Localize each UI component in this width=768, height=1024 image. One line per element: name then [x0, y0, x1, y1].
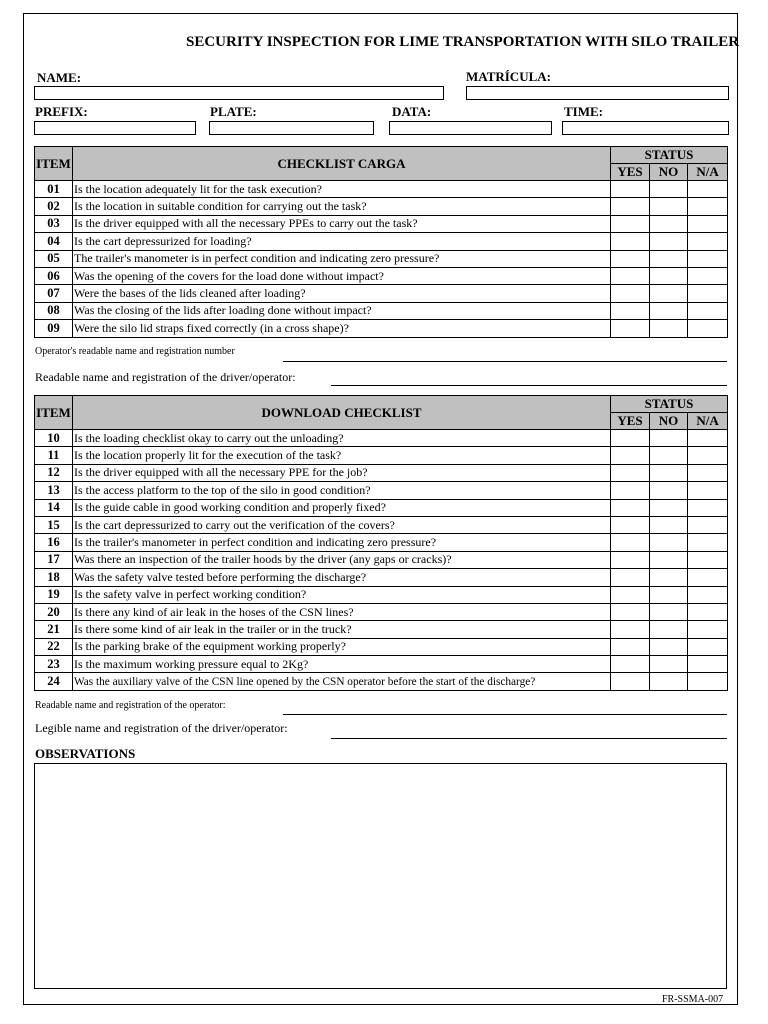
- table-row: [35, 516, 728, 533]
- plate-label: PLATE:: [210, 104, 257, 119]
- na-cell[interactable]: [688, 320, 728, 337]
- table-row: [35, 673, 728, 690]
- yes-cell[interactable]: [611, 656, 650, 673]
- na-header: N/A: [688, 413, 728, 430]
- item-number: 02: [35, 198, 73, 215]
- na-header: N/A: [688, 164, 728, 181]
- table-row: [35, 320, 728, 337]
- name-field[interactable]: [34, 86, 444, 100]
- no-cell[interactable]: [650, 551, 688, 568]
- item-number: 05: [35, 250, 73, 267]
- na-cell[interactable]: [688, 534, 728, 551]
- yes-cell[interactable]: [611, 215, 650, 232]
- no-cell[interactable]: [650, 499, 688, 516]
- status-header: STATUS: [611, 396, 728, 413]
- form-title: SECURITY INSPECTION FOR LIME TRANSPORTATION WITH SILO TRAILER: [186, 34, 740, 50]
- no-cell[interactable]: [650, 285, 688, 302]
- item-number: 04: [35, 233, 73, 250]
- na-cell[interactable]: [688, 233, 728, 250]
- no-cell[interactable]: [650, 673, 688, 690]
- download-checklist-body: [35, 430, 728, 691]
- no-cell[interactable]: [650, 430, 688, 447]
- item-question: Was the closing of the lids after loading done without impact?: [73, 302, 611, 319]
- table-row: [35, 482, 728, 499]
- yes-cell[interactable]: [611, 447, 650, 464]
- no-cell[interactable]: [650, 656, 688, 673]
- item-question: Is the driver equipped with all the necessary PPEs to carry out the task?: [73, 215, 611, 232]
- load-driver-sign-line[interactable]: [331, 385, 727, 386]
- yes-cell[interactable]: [611, 464, 650, 481]
- yes-cell[interactable]: [611, 267, 650, 284]
- no-cell[interactable]: [650, 586, 688, 603]
- na-cell[interactable]: [688, 656, 728, 673]
- item-question: Were the bases of the lids cleaned after loading?: [73, 285, 611, 302]
- yes-header: YES: [611, 164, 650, 181]
- no-cell[interactable]: [650, 464, 688, 481]
- plate-field[interactable]: [209, 121, 374, 135]
- status-header: STATUS: [611, 147, 728, 164]
- yes-cell[interactable]: [611, 621, 650, 638]
- download-driver-sign-line[interactable]: [331, 738, 727, 739]
- item-number: 13: [35, 482, 73, 499]
- table-row: [35, 621, 728, 638]
- item-question: Is the cart depressurized for loading?: [73, 233, 611, 250]
- item-question: Is the access platform to the top of the silo in good condition?: [73, 482, 611, 499]
- na-cell[interactable]: [688, 621, 728, 638]
- yes-cell[interactable]: [611, 603, 650, 620]
- checklist-title: CHECKLIST CARGA: [73, 147, 611, 181]
- item-question: Was the safety valve tested before performing the discharge?: [73, 569, 611, 586]
- item-question: Was the opening of the covers for the load done without impact?: [73, 267, 611, 284]
- data-field[interactable]: [389, 121, 552, 135]
- checklist-title: DOWNLOAD CHECKLIST: [73, 396, 611, 430]
- no-cell[interactable]: [650, 482, 688, 499]
- form-code: FR-SSMA-007: [662, 994, 724, 1005]
- yes-cell[interactable]: [611, 673, 650, 690]
- na-cell[interactable]: [688, 638, 728, 655]
- item-header: ITEM: [35, 396, 73, 430]
- no-cell[interactable]: [650, 638, 688, 655]
- na-cell[interactable]: [688, 430, 728, 447]
- yes-cell[interactable]: [611, 233, 650, 250]
- na-cell[interactable]: [688, 285, 728, 302]
- yes-cell[interactable]: [611, 569, 650, 586]
- no-cell[interactable]: [650, 516, 688, 533]
- item-number: 08: [35, 302, 73, 319]
- observations-label: OBSERVATIONS: [35, 746, 136, 761]
- na-cell[interactable]: [688, 603, 728, 620]
- na-cell[interactable]: [688, 586, 728, 603]
- item-number: 18: [35, 569, 73, 586]
- yes-cell[interactable]: [611, 250, 650, 267]
- na-cell[interactable]: [688, 464, 728, 481]
- yes-cell[interactable]: [611, 181, 650, 198]
- item-number: 21: [35, 621, 73, 638]
- table-row: [35, 447, 728, 464]
- na-cell[interactable]: [688, 673, 728, 690]
- load-checklist-body: [35, 181, 728, 338]
- matricula-field[interactable]: [466, 86, 729, 100]
- na-cell[interactable]: [688, 267, 728, 284]
- item-question: Is the maximum working pressure equal to 2Kg?: [73, 656, 611, 673]
- na-cell[interactable]: [688, 302, 728, 319]
- table-row: [35, 285, 728, 302]
- yes-cell[interactable]: [611, 534, 650, 551]
- table-row: [35, 551, 728, 568]
- item-question: Is the driver equipped with all the necessary PPE for the job?: [73, 464, 611, 481]
- no-cell[interactable]: [650, 447, 688, 464]
- no-header: NO: [650, 413, 688, 430]
- item-question: Is the cart depressurized to carry out the verification of the covers?: [73, 516, 611, 533]
- load-operator-sign-line[interactable]: [283, 361, 727, 362]
- no-header: NO: [650, 164, 688, 181]
- no-cell[interactable]: [650, 250, 688, 267]
- item-question: Is there any kind of air leak in the hoses of the CSN lines?: [73, 603, 611, 620]
- table-row: [35, 181, 728, 198]
- item-number: 06: [35, 267, 73, 284]
- item-question: Is the loading checklist okay to carry out the unloading?: [73, 430, 611, 447]
- na-cell[interactable]: [688, 482, 728, 499]
- table-row: [35, 603, 728, 620]
- na-cell[interactable]: [688, 499, 728, 516]
- yes-cell[interactable]: [611, 586, 650, 603]
- item-number: 12: [35, 464, 73, 481]
- load-driver-sign-label: Readable name and registration of the driver/operator:: [35, 370, 296, 384]
- item-question: Is the location properly lit for the execution of the task?: [73, 447, 611, 464]
- name-label: NAME:: [37, 70, 82, 85]
- time-field[interactable]: [562, 121, 729, 135]
- item-question: Is the parking brake of the equipment working properly?: [73, 638, 611, 655]
- table-row: [35, 233, 728, 250]
- table-row: [35, 430, 728, 447]
- yes-cell[interactable]: [611, 551, 650, 568]
- table-row: [35, 499, 728, 516]
- load-checklist-table: [34, 146, 728, 338]
- no-cell[interactable]: [650, 320, 688, 337]
- yes-cell[interactable]: [611, 198, 650, 215]
- download-driver-sign-label: Legible name and registration of the driver/operator:: [35, 721, 288, 735]
- prefix-label: PREFIX:: [35, 104, 88, 119]
- no-cell[interactable]: [650, 302, 688, 319]
- no-cell[interactable]: [650, 198, 688, 215]
- download-checklist-table: [34, 395, 728, 691]
- no-cell[interactable]: [650, 621, 688, 638]
- yes-cell[interactable]: [611, 430, 650, 447]
- item-question: Was the auxiliary valve of the CSN line opened by the CSN operator before the start of the discharge?: [73, 673, 611, 690]
- item-number: 09: [35, 320, 73, 337]
- download-operator-sign-line[interactable]: [283, 714, 727, 715]
- item-header: ITEM: [35, 147, 73, 181]
- item-number: 01: [35, 181, 73, 198]
- item-question: Were the silo lid straps fixed correctly (in a cross shape)?: [73, 320, 611, 337]
- table-row: [35, 250, 728, 267]
- table-row: [35, 638, 728, 655]
- table-row: [35, 464, 728, 481]
- table-row: [35, 569, 728, 586]
- matricula-label: MATRÍCULA:: [466, 69, 551, 84]
- prefix-field[interactable]: [34, 121, 196, 135]
- table-row: [35, 534, 728, 551]
- table-row: [35, 198, 728, 215]
- yes-cell[interactable]: [611, 285, 650, 302]
- item-number: 11: [35, 447, 73, 464]
- item-question: Is the location in suitable condition for carrying out the task?: [73, 198, 611, 215]
- observations-box[interactable]: [34, 763, 727, 989]
- download-operator-sign-label: Readable name and registration of the operator:: [35, 700, 226, 711]
- table-row: [35, 302, 728, 319]
- yes-cell[interactable]: [611, 638, 650, 655]
- item-question: Is there some kind of air leak in the trailer or in the truck?: [73, 621, 611, 638]
- no-cell[interactable]: [650, 534, 688, 551]
- na-cell[interactable]: [688, 569, 728, 586]
- na-cell[interactable]: [688, 198, 728, 215]
- data-label: DATA:: [392, 104, 432, 119]
- na-cell[interactable]: [688, 516, 728, 533]
- na-cell[interactable]: [688, 250, 728, 267]
- item-number: 17: [35, 551, 73, 568]
- yes-cell[interactable]: [611, 302, 650, 319]
- na-cell[interactable]: [688, 215, 728, 232]
- item-question: Is the safety valve in perfect working condition?: [73, 586, 611, 603]
- no-cell[interactable]: [650, 569, 688, 586]
- na-cell[interactable]: [688, 447, 728, 464]
- item-number: 24: [35, 673, 73, 690]
- yes-header: YES: [611, 413, 650, 430]
- item-question: Was there an inspection of the trailer hoods by the driver (any gaps or cracks)?: [73, 551, 611, 568]
- yes-cell[interactable]: [611, 482, 650, 499]
- item-number: 07: [35, 285, 73, 302]
- table-row: [35, 267, 728, 284]
- no-cell[interactable]: [650, 603, 688, 620]
- item-question: Is the location adequately lit for the task execution?: [73, 181, 611, 198]
- item-number: 03: [35, 215, 73, 232]
- load-operator-sign-label: Operator's readable name and registration number: [35, 346, 235, 357]
- item-number: 22: [35, 638, 73, 655]
- na-cell[interactable]: [688, 551, 728, 568]
- item-question: The trailer's manometer is in perfect condition and indicating zero pressure?: [73, 250, 611, 267]
- no-cell[interactable]: [650, 233, 688, 250]
- table-row: [35, 586, 728, 603]
- yes-cell[interactable]: [611, 516, 650, 533]
- table-row: [35, 215, 728, 232]
- item-question: Is the trailer's manometer in perfect condition and indicating zero pressure?: [73, 534, 611, 551]
- yes-cell[interactable]: [611, 320, 650, 337]
- item-number: 10: [35, 430, 73, 447]
- no-cell[interactable]: [650, 181, 688, 198]
- table-row: [35, 656, 728, 673]
- na-cell[interactable]: [688, 181, 728, 198]
- yes-cell[interactable]: [611, 499, 650, 516]
- item-number: 23: [35, 656, 73, 673]
- item-number: 14: [35, 499, 73, 516]
- item-number: 19: [35, 586, 73, 603]
- time-label: TIME:: [564, 104, 603, 119]
- item-number: 16: [35, 534, 73, 551]
- no-cell[interactable]: [650, 267, 688, 284]
- item-number: 20: [35, 603, 73, 620]
- item-number: 15: [35, 516, 73, 533]
- item-question: Is the guide cable in good working condition and properly fixed?: [73, 499, 611, 516]
- no-cell[interactable]: [650, 215, 688, 232]
